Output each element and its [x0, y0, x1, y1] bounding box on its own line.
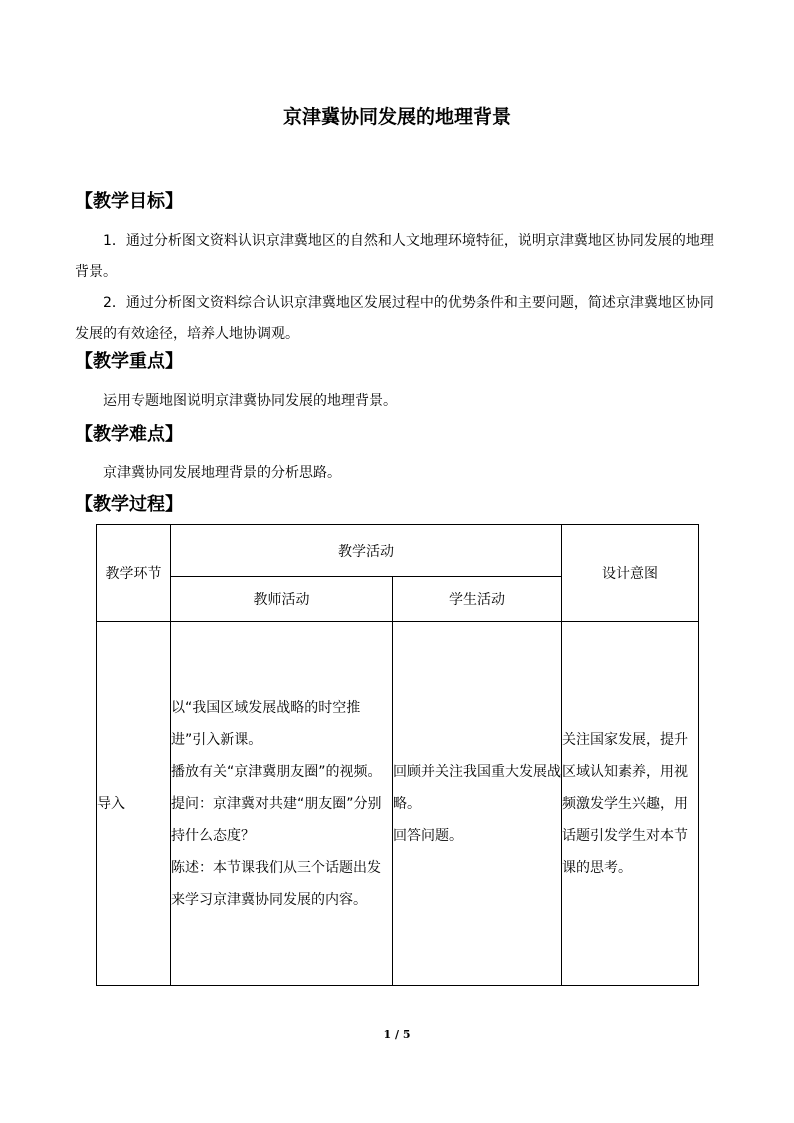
objective-item-1: 1．通过分析图文资料认识京津冀地区的自然和人文地理环境特征，说明京津冀地区协同发展的地理背景。 [75, 233, 714, 280]
student-line: 回顾并关注我国重大发展战略。 [393, 763, 561, 812]
table-row [97, 622, 699, 986]
header-stage: 教学环节 [97, 525, 171, 622]
difficulties-text: 京津冀协同发展地理背景的分析思路。 [103, 465, 341, 481]
process-heading: 【教学过程】 [75, 494, 183, 515]
key-points-text: 运用专题地图说明京津冀协同发展的地理背景。 [103, 393, 397, 409]
header-activities: 教学活动 [171, 525, 562, 577]
teacher-line: 以“我国区域发展战略的时空推进”引入新课。 [171, 699, 361, 748]
teacher-line: 播放有关“京津冀朋友圈”的视频。 [171, 763, 382, 780]
header-intent: 设计意图 [562, 525, 699, 622]
row-student-cell [393, 622, 562, 986]
row-stage-cell: 导入 [97, 622, 171, 986]
objectives-heading: 【教学目标】 [75, 191, 183, 212]
teacher-line: 陈述：本节课我们从三个话题出发来学习京津冀协同发展的内容。 [171, 859, 381, 908]
row-teacher-cell [171, 622, 393, 986]
page-number: 1 / 5 [383, 1028, 411, 1041]
key-points-heading: 【教学重点】 [75, 351, 183, 372]
objective-item-2: 2．通过分析图文资料综合认识京津冀地区发展过程中的优势条件和主要问题，简述京津冀地区协同发展的有效途径，培养人地协调观。 [75, 295, 714, 342]
difficulties-heading: 【教学难点】 [75, 424, 183, 445]
page-title: 京津冀协同发展的地理背景 [282, 106, 511, 128]
row-intent-cell [562, 622, 699, 986]
teaching-process-table [96, 524, 699, 986]
header-student: 学生活动 [393, 577, 562, 622]
teacher-line: 提问：京津冀对共建“朋友圈”分别持什么态度？ [171, 795, 382, 844]
header-teacher: 教师活动 [171, 577, 393, 622]
student-line: 回答问题。 [393, 827, 463, 844]
intent-line: 关注国家发展，提升区域认知素养，用视频激发学生兴趣，用话题引发学生对本节课的思考。 [562, 731, 688, 876]
